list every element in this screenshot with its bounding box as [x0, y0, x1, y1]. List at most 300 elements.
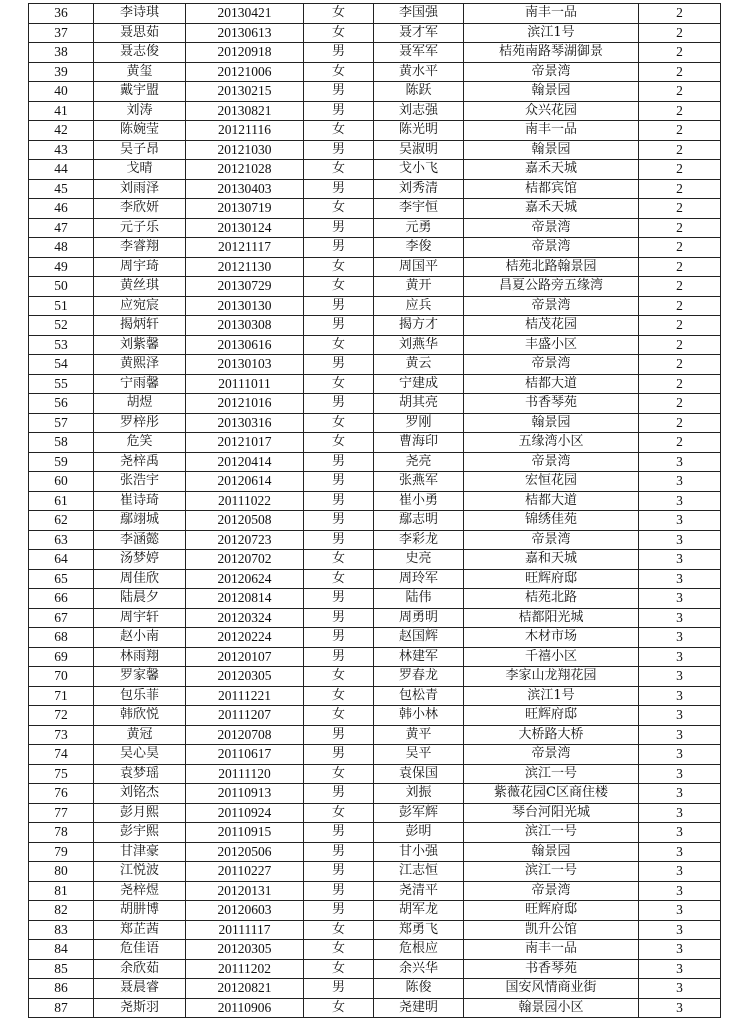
- table-row: [29, 901, 721, 921]
- row-index-cell: 86: [29, 979, 94, 999]
- parent-name-cell: 罗刚: [374, 413, 464, 433]
- student-name-cell: 李诗琪: [94, 4, 186, 24]
- student-name-cell: 聂晨睿: [94, 979, 186, 999]
- student-name-cell: 陈婉莹: [94, 121, 186, 141]
- home-address-cell: 翰景园小区: [464, 998, 639, 1018]
- row-index-cell: 44: [29, 160, 94, 180]
- gender-cell: 男: [304, 608, 374, 628]
- parent-name-cell: 张燕军: [374, 472, 464, 492]
- birth-date-cell: 20121017: [186, 433, 304, 453]
- student-name-cell: 尧梓禹: [94, 452, 186, 472]
- gender-cell: 女: [304, 335, 374, 355]
- grade-cell: 3: [639, 920, 721, 940]
- row-index-cell: 43: [29, 140, 94, 160]
- student-name-cell: 甘津豪: [94, 842, 186, 862]
- row-index-cell: 52: [29, 316, 94, 336]
- row-index-cell: 59: [29, 452, 94, 472]
- student-roster-table: [28, 3, 721, 1018]
- parent-name-cell: 刘振: [374, 784, 464, 804]
- grade-cell: 2: [639, 277, 721, 297]
- parent-name-cell: 吴平: [374, 745, 464, 765]
- table-row: [29, 452, 721, 472]
- student-name-cell: 郑芷茜: [94, 920, 186, 940]
- gender-cell: 女: [304, 569, 374, 589]
- table-row: [29, 160, 721, 180]
- birth-date-cell: 20130316: [186, 413, 304, 433]
- gender-cell: 男: [304, 452, 374, 472]
- birth-date-cell: 20121117: [186, 238, 304, 258]
- parent-name-cell: 胡其亮: [374, 394, 464, 414]
- table-row: [29, 998, 721, 1018]
- birth-date-cell: 20111022: [186, 491, 304, 511]
- student-name-cell: 汤梦婷: [94, 550, 186, 570]
- row-index-cell: 65: [29, 569, 94, 589]
- grade-cell: 2: [639, 62, 721, 82]
- home-address-cell: 李家山龙翔花园: [464, 667, 639, 687]
- grade-cell: 3: [639, 940, 721, 960]
- row-index-cell: 82: [29, 901, 94, 921]
- student-name-cell: 袁梦瑶: [94, 764, 186, 784]
- grade-cell: 2: [639, 316, 721, 336]
- table-row: [29, 394, 721, 414]
- home-address-cell: 桔都阳光城: [464, 608, 639, 628]
- student-name-cell: 周宇轩: [94, 608, 186, 628]
- home-address-cell: 琴台河阳光城: [464, 803, 639, 823]
- gender-cell: 男: [304, 394, 374, 414]
- home-address-cell: 帝景湾: [464, 881, 639, 901]
- home-address-cell: 帝景湾: [464, 62, 639, 82]
- home-address-cell: 翰景园: [464, 82, 639, 102]
- grade-cell: 3: [639, 491, 721, 511]
- row-index-cell: 60: [29, 472, 94, 492]
- grade-cell: 3: [639, 745, 721, 765]
- parent-name-cell: 彭军辉: [374, 803, 464, 823]
- parent-name-cell: 揭方才: [374, 316, 464, 336]
- birth-date-cell: 20120821: [186, 979, 304, 999]
- home-address-cell: 国安风情商业街: [464, 979, 639, 999]
- grade-cell: 2: [639, 394, 721, 414]
- birth-date-cell: 20120918: [186, 43, 304, 63]
- birth-date-cell: 20120708: [186, 725, 304, 745]
- grade-cell: 3: [639, 842, 721, 862]
- row-index-cell: 56: [29, 394, 94, 414]
- parent-name-cell: 黄开: [374, 277, 464, 297]
- student-name-cell: 彭宇熙: [94, 823, 186, 843]
- home-address-cell: 紫薇花园C区商住楼: [464, 784, 639, 804]
- parent-name-cell: 尧建明: [374, 998, 464, 1018]
- gender-cell: 男: [304, 823, 374, 843]
- birth-date-cell: 20120224: [186, 628, 304, 648]
- birth-date-cell: 20111011: [186, 374, 304, 394]
- home-address-cell: 帝景湾: [464, 296, 639, 316]
- grade-cell: 3: [639, 647, 721, 667]
- home-address-cell: 翰景园: [464, 413, 639, 433]
- table-row: [29, 218, 721, 238]
- grade-cell: 3: [639, 452, 721, 472]
- birth-date-cell: 20121006: [186, 62, 304, 82]
- home-address-cell: 滨江1号: [464, 23, 639, 43]
- grade-cell: 3: [639, 823, 721, 843]
- grade-cell: 3: [639, 784, 721, 804]
- table-row: [29, 959, 721, 979]
- home-address-cell: 南丰一品: [464, 940, 639, 960]
- grade-cell: 2: [639, 43, 721, 63]
- student-name-cell: 刘涛: [94, 101, 186, 121]
- row-index-cell: 70: [29, 667, 94, 687]
- parent-name-cell: 江志恒: [374, 862, 464, 882]
- parent-name-cell: 林建军: [374, 647, 464, 667]
- row-index-cell: 76: [29, 784, 94, 804]
- birth-date-cell: 20111221: [186, 686, 304, 706]
- grade-cell: 3: [639, 530, 721, 550]
- student-name-cell: 危笑: [94, 433, 186, 453]
- gender-cell: 男: [304, 725, 374, 745]
- gender-cell: 男: [304, 82, 374, 102]
- table-row: [29, 608, 721, 628]
- gender-cell: 男: [304, 589, 374, 609]
- home-address-cell: 桔都大道: [464, 374, 639, 394]
- student-name-cell: 林雨翔: [94, 647, 186, 667]
- parent-name-cell: 陈光明: [374, 121, 464, 141]
- grade-cell: 2: [639, 160, 721, 180]
- student-name-cell: 周宇琦: [94, 257, 186, 277]
- home-address-cell: 嘉和天城: [464, 550, 639, 570]
- table-row: [29, 277, 721, 297]
- home-address-cell: 翰景园: [464, 842, 639, 862]
- table-row: [29, 238, 721, 258]
- birth-date-cell: 20120624: [186, 569, 304, 589]
- home-address-cell: 五缘湾小区: [464, 433, 639, 453]
- gender-cell: 男: [304, 979, 374, 999]
- gender-cell: 男: [304, 43, 374, 63]
- row-index-cell: 39: [29, 62, 94, 82]
- row-index-cell: 46: [29, 199, 94, 219]
- parent-name-cell: 胡军龙: [374, 901, 464, 921]
- grade-cell: 2: [639, 4, 721, 24]
- birth-date-cell: 20130719: [186, 199, 304, 219]
- table-row: [29, 589, 721, 609]
- table-row: [29, 413, 721, 433]
- grade-cell: 2: [639, 433, 721, 453]
- parent-name-cell: 黄平: [374, 725, 464, 745]
- gender-cell: 女: [304, 550, 374, 570]
- gender-cell: 男: [304, 511, 374, 531]
- birth-date-cell: 20120305: [186, 667, 304, 687]
- table-row: [29, 355, 721, 375]
- parent-name-cell: 李俊: [374, 238, 464, 258]
- row-index-cell: 79: [29, 842, 94, 862]
- gender-cell: 男: [304, 238, 374, 258]
- birth-date-cell: 20130124: [186, 218, 304, 238]
- parent-name-cell: 周国平: [374, 257, 464, 277]
- parent-name-cell: 罗春龙: [374, 667, 464, 687]
- table-row: [29, 335, 721, 355]
- gender-cell: 女: [304, 667, 374, 687]
- parent-name-cell: 韩小林: [374, 706, 464, 726]
- home-address-cell: 凯升公馆: [464, 920, 639, 940]
- birth-date-cell: 20121130: [186, 257, 304, 277]
- home-address-cell: 木材市场: [464, 628, 639, 648]
- row-index-cell: 69: [29, 647, 94, 667]
- table-row: [29, 784, 721, 804]
- home-address-cell: 滨江一号: [464, 823, 639, 843]
- gender-cell: 女: [304, 62, 374, 82]
- birth-date-cell: 20110906: [186, 998, 304, 1018]
- birth-date-cell: 20130616: [186, 335, 304, 355]
- table-row: [29, 920, 721, 940]
- student-name-cell: 韩欣悦: [94, 706, 186, 726]
- grade-cell: 2: [639, 257, 721, 277]
- student-name-cell: 戴宇盟: [94, 82, 186, 102]
- table-row: [29, 569, 721, 589]
- parent-name-cell: 危根应: [374, 940, 464, 960]
- row-index-cell: 62: [29, 511, 94, 531]
- row-index-cell: 73: [29, 725, 94, 745]
- row-index-cell: 75: [29, 764, 94, 784]
- parent-name-cell: 吴淑明: [374, 140, 464, 160]
- gender-cell: 男: [304, 881, 374, 901]
- row-index-cell: 85: [29, 959, 94, 979]
- home-address-cell: 千禧小区: [464, 647, 639, 667]
- row-index-cell: 77: [29, 803, 94, 823]
- grade-cell: 2: [639, 374, 721, 394]
- grade-cell: 3: [639, 608, 721, 628]
- home-address-cell: 昌夏公路旁五缘湾: [464, 277, 639, 297]
- home-address-cell: 帝景湾: [464, 355, 639, 375]
- parent-name-cell: 袁保国: [374, 764, 464, 784]
- student-name-cell: 揭炳轩: [94, 316, 186, 336]
- row-index-cell: 54: [29, 355, 94, 375]
- parent-name-cell: 包松青: [374, 686, 464, 706]
- table-row: [29, 667, 721, 687]
- table-row: [29, 121, 721, 141]
- table-row: [29, 764, 721, 784]
- gender-cell: 女: [304, 433, 374, 453]
- parent-name-cell: 元勇: [374, 218, 464, 238]
- student-name-cell: 聂志俊: [94, 43, 186, 63]
- row-index-cell: 68: [29, 628, 94, 648]
- home-address-cell: 翰景园: [464, 140, 639, 160]
- table-row: [29, 316, 721, 336]
- gender-cell: 女: [304, 706, 374, 726]
- table-row: [29, 628, 721, 648]
- parent-name-cell: 史亮: [374, 550, 464, 570]
- birth-date-cell: 20120508: [186, 511, 304, 531]
- student-name-cell: 黄玺: [94, 62, 186, 82]
- parent-name-cell: 刘志强: [374, 101, 464, 121]
- student-name-cell: 黄冠: [94, 725, 186, 745]
- row-index-cell: 40: [29, 82, 94, 102]
- birth-date-cell: 20130308: [186, 316, 304, 336]
- row-index-cell: 58: [29, 433, 94, 453]
- row-index-cell: 87: [29, 998, 94, 1018]
- gender-cell: 女: [304, 4, 374, 24]
- gender-cell: 男: [304, 862, 374, 882]
- home-address-cell: 旺辉府邸: [464, 569, 639, 589]
- grade-cell: 2: [639, 121, 721, 141]
- home-address-cell: 桔苑北路: [464, 589, 639, 609]
- parent-name-cell: 尧清平: [374, 881, 464, 901]
- birth-date-cell: 20130130: [186, 296, 304, 316]
- birth-date-cell: 20121028: [186, 160, 304, 180]
- birth-date-cell: 20120506: [186, 842, 304, 862]
- row-index-cell: 83: [29, 920, 94, 940]
- student-name-cell: 元子乐: [94, 218, 186, 238]
- birth-date-cell: 20121016: [186, 394, 304, 414]
- gender-cell: 男: [304, 647, 374, 667]
- table-row: [29, 433, 721, 453]
- parent-name-cell: 陆伟: [374, 589, 464, 609]
- row-index-cell: 41: [29, 101, 94, 121]
- parent-name-cell: 应兵: [374, 296, 464, 316]
- home-address-cell: 大桥路大桥: [464, 725, 639, 745]
- grade-cell: 2: [639, 179, 721, 199]
- home-address-cell: 嘉禾天城: [464, 160, 639, 180]
- birth-date-cell: 20111117: [186, 920, 304, 940]
- grade-cell: 3: [639, 862, 721, 882]
- gender-cell: 女: [304, 374, 374, 394]
- row-index-cell: 61: [29, 491, 94, 511]
- birth-date-cell: 20120814: [186, 589, 304, 609]
- student-name-cell: 彭月熙: [94, 803, 186, 823]
- table-row: [29, 940, 721, 960]
- student-name-cell: 余欣茹: [94, 959, 186, 979]
- table-row: [29, 862, 721, 882]
- home-address-cell: 帝景湾: [464, 452, 639, 472]
- row-index-cell: 49: [29, 257, 94, 277]
- grade-cell: 2: [639, 238, 721, 258]
- home-address-cell: 书香琴苑: [464, 959, 639, 979]
- table-row: [29, 511, 721, 531]
- table-row: [29, 823, 721, 843]
- row-index-cell: 55: [29, 374, 94, 394]
- home-address-cell: 宏恒花园: [464, 472, 639, 492]
- home-address-cell: 桔苑北路翰景园: [464, 257, 639, 277]
- birth-date-cell: 20130421: [186, 4, 304, 24]
- grade-cell: 2: [639, 199, 721, 219]
- parent-name-cell: 甘小强: [374, 842, 464, 862]
- home-address-cell: 南丰一品: [464, 121, 639, 141]
- home-address-cell: 旺辉府邸: [464, 901, 639, 921]
- student-name-cell: 周佳欣: [94, 569, 186, 589]
- student-name-cell: 吴子昂: [94, 140, 186, 160]
- birth-date-cell: 20130613: [186, 23, 304, 43]
- parent-name-cell: 黄云: [374, 355, 464, 375]
- row-index-cell: 66: [29, 589, 94, 609]
- row-index-cell: 42: [29, 121, 94, 141]
- birth-date-cell: 20111120: [186, 764, 304, 784]
- student-name-cell: 李涵懿: [94, 530, 186, 550]
- birth-date-cell: 20130821: [186, 101, 304, 121]
- table-row: [29, 43, 721, 63]
- grade-cell: 2: [639, 335, 721, 355]
- grade-cell: 3: [639, 628, 721, 648]
- row-index-cell: 38: [29, 43, 94, 63]
- grade-cell: 2: [639, 82, 721, 102]
- table-row: [29, 179, 721, 199]
- grade-cell: 3: [639, 667, 721, 687]
- student-name-cell: 危佳语: [94, 940, 186, 960]
- grade-cell: 2: [639, 23, 721, 43]
- table-row: [29, 101, 721, 121]
- gender-cell: 男: [304, 901, 374, 921]
- home-address-cell: 书香琴苑: [464, 394, 639, 414]
- student-name-cell: 宁雨馨: [94, 374, 186, 394]
- grade-cell: 3: [639, 901, 721, 921]
- grade-cell: 3: [639, 959, 721, 979]
- row-index-cell: 47: [29, 218, 94, 238]
- grade-cell: 2: [639, 355, 721, 375]
- birth-date-cell: 20120603: [186, 901, 304, 921]
- row-index-cell: 51: [29, 296, 94, 316]
- student-name-cell: 应宛宸: [94, 296, 186, 316]
- grade-cell: 3: [639, 686, 721, 706]
- grade-cell: 3: [639, 764, 721, 784]
- birth-date-cell: 20121030: [186, 140, 304, 160]
- grade-cell: 2: [639, 101, 721, 121]
- student-name-cell: 吴心昊: [94, 745, 186, 765]
- gender-cell: 男: [304, 296, 374, 316]
- birth-date-cell: 20110913: [186, 784, 304, 804]
- home-address-cell: 滨江一号: [464, 862, 639, 882]
- parent-name-cell: 宁建成: [374, 374, 464, 394]
- gender-cell: 女: [304, 277, 374, 297]
- gender-cell: 女: [304, 257, 374, 277]
- home-address-cell: 丰盛小区: [464, 335, 639, 355]
- grade-cell: 2: [639, 296, 721, 316]
- table-row: [29, 374, 721, 394]
- table-row: [29, 23, 721, 43]
- gender-cell: 女: [304, 160, 374, 180]
- birth-date-cell: 20110617: [186, 745, 304, 765]
- gender-cell: 男: [304, 745, 374, 765]
- student-name-cell: 包乐菲: [94, 686, 186, 706]
- student-name-cell: 崔诗琦: [94, 491, 186, 511]
- birth-date-cell: 20130729: [186, 277, 304, 297]
- gender-cell: 女: [304, 920, 374, 940]
- grade-cell: 3: [639, 803, 721, 823]
- home-address-cell: 滨江1号: [464, 686, 639, 706]
- grade-cell: 2: [639, 218, 721, 238]
- home-address-cell: 嘉禾天城: [464, 199, 639, 219]
- home-address-cell: 南丰一品: [464, 4, 639, 24]
- gender-cell: 男: [304, 784, 374, 804]
- birth-date-cell: 20120305: [186, 940, 304, 960]
- row-index-cell: 80: [29, 862, 94, 882]
- parent-name-cell: 周玲军: [374, 569, 464, 589]
- gender-cell: 女: [304, 413, 374, 433]
- birth-date-cell: 20120702: [186, 550, 304, 570]
- row-index-cell: 45: [29, 179, 94, 199]
- student-name-cell: 黄熙泽: [94, 355, 186, 375]
- parent-name-cell: 彭明: [374, 823, 464, 843]
- student-name-cell: 陆晨夕: [94, 589, 186, 609]
- gender-cell: 女: [304, 23, 374, 43]
- gender-cell: 男: [304, 491, 374, 511]
- parent-name-cell: 周勇明: [374, 608, 464, 628]
- gender-cell: 男: [304, 101, 374, 121]
- grade-cell: 2: [639, 140, 721, 160]
- table-row: [29, 745, 721, 765]
- grade-cell: 3: [639, 979, 721, 999]
- student-name-cell: 尧斯羽: [94, 998, 186, 1018]
- birth-date-cell: 20110915: [186, 823, 304, 843]
- grade-cell: 3: [639, 511, 721, 531]
- gender-cell: 男: [304, 472, 374, 492]
- student-name-cell: 江悦波: [94, 862, 186, 882]
- home-address-cell: 众兴花园: [464, 101, 639, 121]
- student-name-cell: 黄丝琪: [94, 277, 186, 297]
